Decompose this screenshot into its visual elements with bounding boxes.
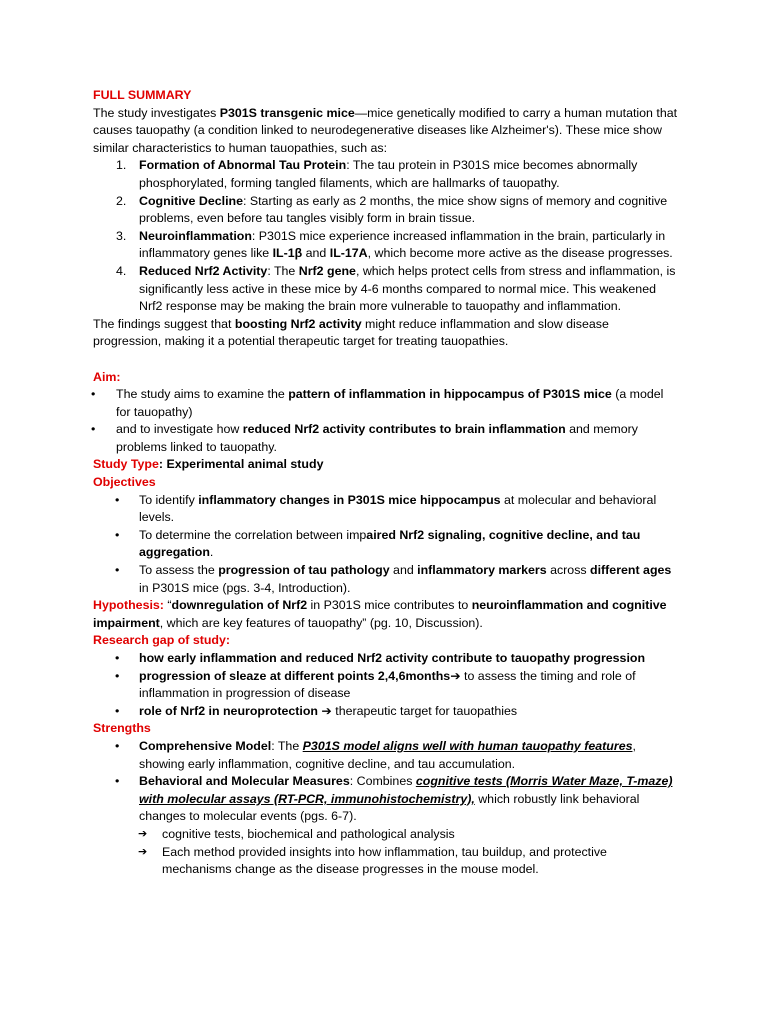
list-item: ➔ cognitive tests, biochemical and pathological analysis — [93, 826, 678, 844]
objectives-list — [93, 492, 678, 598]
characteristics-list — [93, 157, 678, 315]
list-item: • Behavioral and Molecular Measures: Combines cognitive tests (Morris Water Maze, T-maze) with molecular assays (RT-PCR, immunohistochemistry), which robustly link behavioral changes to molecular events (pgs. 6-7). — [115, 774, 673, 824]
strengths-list — [93, 738, 678, 826]
list-item: • The study aims to examine the pattern of inflammation in hippocampus of P301S mice (a model for tauopathy) — [91, 387, 664, 419]
document-page — [93, 87, 678, 879]
bullet-icon: • — [115, 774, 120, 789]
arrow-icon: ➔ — [138, 827, 148, 840]
hypothesis: Hypothesis: “downregulation of Nrf2 in P301S mice contributes to neuroinflammation and cognitive impairment, which are key features of tauopathy” (pg. 10, Discussion). — [93, 598, 667, 630]
aim-list — [93, 386, 678, 456]
bullet-icon: • — [115, 651, 120, 665]
list-item: 3. Neuroinflammation: P301S mice experience increased inflammation in the brain, particularly in inflammatory genes like IL-1β and IL-17A, which become more active as the disease progresses. — [116, 228, 673, 261]
list-item: • role of Nrf2 in neuroprotection ➔ therapeutic target for tauopathies — [93, 703, 678, 721]
list-item: • To determine the correlation between impaired Nrf2 signaling, cognitive decline, and tau aggregation. — [115, 527, 641, 560]
full-summary-heading: FULL SUMMARY — [93, 88, 192, 102]
list-item: 4. Reduced Nrf2 Activity: The Nrf2 gene, which helps protect cells from stress and inflammation, is significantly less active in these mice by 4-6 months compared to normal mice. This weakened Nrf2 response may be making the brain more vulnerable to tauopathy and inflammation. — [116, 263, 676, 314]
arrow-icon: ➔ — [450, 668, 461, 683]
bullet-icon: • — [115, 703, 120, 718]
bullet-icon: • — [115, 527, 120, 542]
bullet-icon: • — [115, 563, 120, 578]
bullet-icon: • — [91, 422, 96, 437]
arrow-icon: ➔ — [317, 703, 332, 718]
bullet-icon: • — [115, 668, 120, 683]
findings-paragraph: The findings suggest that boosting Nrf2 activity might reduce inflammation and slow disease progression, making it a potential therapeutic target for treating tauopathies. — [93, 316, 609, 349]
list-item: 1. Formation of Abnormal Tau Protein: The tau protein in P301S mice becomes abnormally phosphorylated, forming tangled filaments, which are hallmarks of tauopathy. — [116, 158, 638, 190]
list-item: ➔ Each method provided insights into how inflammation, tau buildup, and protective mechanisms change as the disease progresses in the mouse model. — [138, 844, 607, 877]
list-item: • To assess the progression of tau pathology and inflammatory markers across different ages in P301S mice (pgs. 3-4, Introduction). — [115, 563, 672, 595]
research-gap-heading: Research gap of study: — [93, 633, 231, 648]
objectives-heading: Objectives — [93, 475, 156, 490]
list-item: • how early inflammation and reduced Nrf2 activity contribute to tauopathy progression — [93, 650, 678, 668]
bullet-icon: • — [115, 492, 120, 507]
list-item: • To identify inflammatory changes in P301S mice hippocampus at molecular and behavioral levels. — [115, 492, 657, 525]
study-type: Study Type: Experimental animal study — [93, 457, 324, 472]
aim-heading: Aim: — [93, 369, 121, 384]
arrow-icon: ➔ — [138, 845, 148, 858]
list-item: • Comprehensive Model: The P301S model aligns well with human tauopathy features, showing early inflammation, cognitive decline, and tau accumulation. — [115, 738, 636, 771]
research-gap-list — [93, 650, 678, 720]
bullet-icon: • — [115, 738, 120, 753]
strengths-heading: Strengths — [93, 721, 151, 736]
list-item: • and to investigate how reduced Nrf2 activity contributes to brain inflammation and memory problems linked to tauopathy. — [91, 422, 638, 454]
list-item: 2. Cognitive Decline: Starting as early as 2 months, the mice show signs of memory and cognitive problems, even before tau tangles visibly form in brain tissue. — [116, 193, 668, 226]
spacer — [93, 351, 678, 369]
list-item: • progression of sleaze at different points 2,4,6months➔ to assess the timing and role of inflammation in progression of disease — [115, 668, 636, 701]
strengths-arrow-list — [93, 826, 678, 879]
intro-paragraph: The study investigates P301S transgenic mice—mice genetically modified to carry a human mutation that causes tauopathy (a condition linked to neurodegenerative diseases like Alzheimer's). These mice show similar characteristics to human tauopathies, such as: — [93, 105, 678, 155]
bullet-icon: • — [91, 387, 96, 402]
